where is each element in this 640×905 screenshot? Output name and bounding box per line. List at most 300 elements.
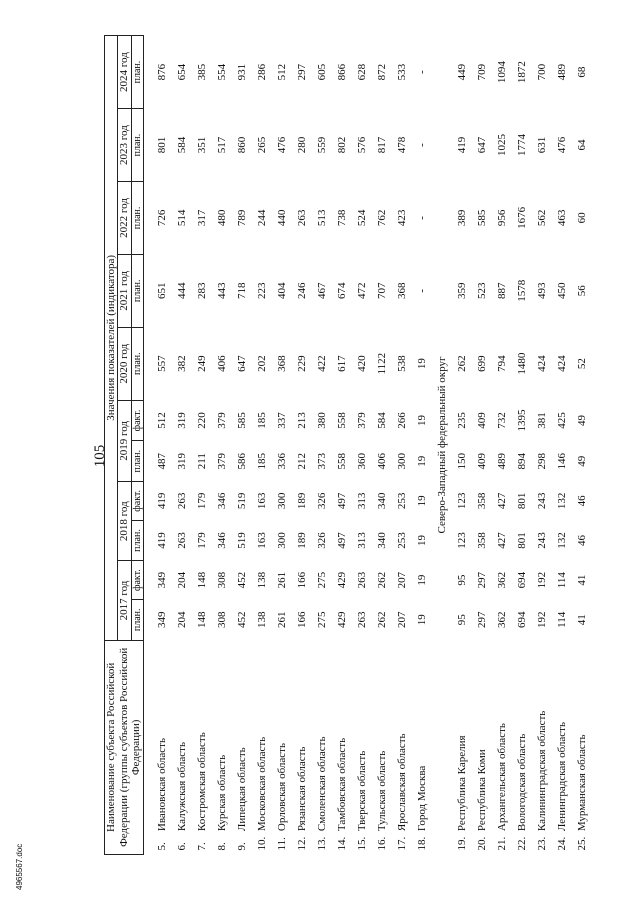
value-cell: 420: [355, 355, 368, 372]
value-cell: 802: [335, 136, 348, 154]
value-cell: 280: [295, 136, 308, 154]
value-cell: 349: [155, 611, 168, 629]
name-column-header: Наименование субъекта Российской Федерации (группы субъектов Российской Федерации): [105, 640, 144, 854]
value-cell: 726: [155, 209, 168, 227]
value-cell: 762: [375, 209, 388, 227]
value-cell: 872: [375, 63, 388, 81]
value-cell: 368: [395, 282, 408, 300]
value-cell: 559: [315, 136, 328, 154]
value-cell: 1872: [515, 61, 528, 84]
value-cell: 586: [235, 452, 248, 470]
table-row: [452, 36, 472, 855]
value-cell: 123: [455, 532, 468, 549]
value-cell: 732: [495, 412, 508, 429]
table-row: [572, 36, 592, 855]
value-cell: 358: [475, 492, 488, 510]
value-cell: 123: [455, 492, 468, 510]
value-cell: 263: [175, 532, 188, 549]
value-cell: 150: [455, 452, 468, 470]
value-cell: 313: [355, 532, 368, 549]
value-cell: 308: [215, 571, 228, 589]
value-cell: 427: [495, 532, 508, 549]
value-cell: 60: [575, 212, 588, 224]
value-cell: 346: [215, 532, 228, 549]
value-cell: 584: [375, 412, 388, 429]
value-cell: 647: [235, 355, 248, 372]
value-cell: 519: [235, 532, 248, 549]
value-cell: -: [415, 70, 428, 74]
value-cell: 452: [235, 571, 248, 589]
value-cell: 538: [395, 355, 408, 372]
value-cell: 192: [535, 571, 548, 589]
value-cell: 694: [515, 611, 528, 629]
value-cell: 337: [275, 412, 288, 429]
value-cell: 380: [315, 412, 328, 429]
value-cell: 700: [535, 63, 548, 81]
value-cell: 887: [495, 282, 508, 300]
value-cell: 95: [455, 614, 468, 626]
value-cell: 512: [155, 412, 168, 429]
value-cell: 379: [215, 412, 228, 429]
table-row: [532, 36, 552, 855]
value-cell: 956: [495, 209, 508, 227]
value-cell: 265: [255, 136, 268, 154]
value-cell: 319: [175, 412, 188, 429]
value-cell: 801: [515, 532, 528, 549]
value-cell: 359: [455, 282, 468, 300]
value-cell: 340: [375, 532, 388, 549]
value-cell: 409: [475, 412, 488, 429]
value-cell: 261: [275, 571, 288, 589]
year-header: 2018 год: [118, 482, 131, 561]
year-header: 2021 год: [118, 254, 131, 327]
value-cell: 19: [415, 534, 428, 546]
row-number: 21.: [495, 836, 508, 851]
value-cell: 19: [415, 574, 428, 586]
value-cell: 1025: [495, 134, 508, 157]
value-cell: 389: [455, 209, 468, 227]
page-number: 105: [92, 444, 108, 468]
value-cell: 261: [275, 611, 288, 629]
year-header: 2023 год: [118, 109, 131, 182]
value-cell: 562: [535, 209, 548, 227]
value-cell: 558: [335, 452, 348, 470]
value-cell: 46: [575, 534, 588, 546]
value-cell: 617: [335, 355, 348, 372]
region-name: Мурманская область: [575, 734, 588, 832]
value-cell: 263: [355, 571, 368, 589]
value-cell: 423: [395, 209, 408, 227]
table-row: [472, 36, 492, 855]
value-cell: 207: [395, 611, 408, 629]
value-cell: 585: [475, 209, 488, 227]
plan-subheader: план.: [131, 181, 143, 254]
value-cell: 263: [295, 209, 308, 227]
value-cell: 297: [475, 571, 488, 589]
value-cell: 263: [175, 492, 188, 510]
value-cell: 349: [155, 571, 168, 589]
value-cell: 425: [555, 412, 568, 429]
table-row: [192, 36, 212, 855]
value-cell: 585: [235, 412, 248, 429]
value-cell: 243: [535, 492, 548, 510]
value-cell: 204: [175, 571, 188, 589]
value-cell: 558: [335, 412, 348, 429]
value-cell: 817: [375, 136, 388, 154]
value-cell: 379: [215, 452, 228, 470]
value-cell: 313: [355, 492, 368, 510]
value-cell: 262: [375, 571, 388, 589]
value-cell: 584: [175, 136, 188, 154]
value-cell: 631: [535, 136, 548, 154]
table-row: [512, 36, 532, 855]
table-row: [272, 36, 292, 855]
value-cell: 326: [315, 532, 328, 549]
value-cell: 138: [255, 611, 268, 629]
value-cell: 709: [475, 63, 488, 81]
value-cell: 179: [195, 532, 208, 549]
value-cell: 707: [375, 282, 388, 300]
value-cell: 472: [355, 282, 368, 300]
table-row: [392, 36, 412, 855]
value-cell: 249: [195, 355, 208, 372]
plan-subheader: план.: [131, 441, 143, 482]
rotated-table-wrapper: [104, 35, 608, 855]
document-footer: 4965567.doc: [15, 843, 24, 890]
value-cell: 266: [395, 412, 408, 429]
value-cell: 148: [195, 571, 208, 589]
value-cell: 419: [155, 532, 168, 549]
value-cell: 19: [415, 495, 428, 507]
value-cell: 362: [495, 611, 508, 629]
year-header: 2022 год: [118, 181, 131, 254]
region-name: Республика Коми: [475, 749, 488, 832]
value-cell: 489: [555, 63, 568, 81]
region-name: Тульская область: [375, 750, 388, 832]
value-cell: 651: [155, 282, 168, 300]
value-cell: 202: [255, 355, 268, 372]
value-cell: 185: [255, 452, 268, 470]
value-cell: 519: [235, 492, 248, 510]
value-cell: 373: [315, 452, 328, 470]
region-name: Ленинградская область: [555, 722, 568, 832]
value-cell: 192: [535, 611, 548, 629]
value-cell: 19: [415, 455, 428, 467]
value-cell: 694: [515, 571, 528, 589]
row-number: 11.: [275, 837, 288, 851]
value-cell: 19: [415, 414, 428, 426]
value-cell: 419: [455, 136, 468, 154]
region-name: Ивановская область: [155, 738, 168, 832]
value-cell: 647: [475, 136, 488, 154]
value-cell: 493: [535, 282, 548, 300]
value-cell: 275: [315, 611, 328, 629]
value-cell: 738: [335, 209, 348, 227]
value-cell: 382: [175, 355, 188, 372]
table-row: [152, 36, 172, 855]
section-title: Северо-Западный федеральный округ: [435, 356, 448, 534]
year-header: 2019 год: [118, 400, 131, 481]
value-cell: 336: [275, 452, 288, 470]
indicator-group-header: Значения показателей (индикатора): [105, 36, 118, 641]
value-cell: 275: [315, 571, 328, 589]
value-cell: 931: [235, 63, 248, 81]
value-cell: 443: [215, 282, 228, 300]
row-number: 8.: [215, 842, 228, 851]
table-row: [212, 36, 232, 855]
row-number: 25.: [575, 836, 588, 851]
value-cell: 146: [555, 452, 568, 470]
value-cell: 189: [295, 492, 308, 510]
value-cell: 46: [575, 495, 588, 507]
row-number: 17.: [395, 836, 408, 851]
region-name: Тамбовская область: [335, 737, 348, 832]
value-cell: 358: [475, 532, 488, 549]
value-cell: 404: [275, 282, 288, 300]
fact-subheader: факт.: [131, 482, 143, 521]
value-cell: 189: [295, 532, 308, 549]
value-cell: 429: [335, 611, 348, 629]
value-cell: 424: [555, 355, 568, 372]
value-cell: 480: [215, 209, 228, 227]
value-cell: 211: [195, 453, 208, 470]
value-cell: 489: [495, 452, 508, 470]
value-cell: 463: [555, 209, 568, 227]
value-cell: 213: [295, 412, 308, 429]
plan-subheader: план.: [131, 36, 143, 109]
value-cell: 514: [175, 209, 188, 227]
value-cell: 1094: [495, 61, 508, 84]
value-cell: 56: [575, 285, 588, 297]
value-cell: 1578: [515, 279, 528, 302]
table-body: [143, 36, 592, 855]
table-row: [352, 36, 372, 855]
fact-subheader: факт.: [131, 400, 143, 441]
value-cell: 297: [475, 611, 488, 629]
spacer-cell: [143, 36, 152, 855]
row-number: 13.: [315, 836, 328, 851]
plan-subheader: план.: [131, 109, 143, 182]
value-cell: 220: [195, 412, 208, 429]
value-cell: 605: [315, 63, 328, 81]
value-cell: 262: [375, 611, 388, 629]
value-cell: 424: [535, 355, 548, 372]
value-cell: 253: [395, 492, 408, 510]
region-name: Город Москва: [415, 765, 428, 832]
value-cell: 64: [575, 139, 588, 151]
value-cell: 49: [575, 414, 588, 426]
value-cell: 132: [555, 492, 568, 510]
region-name: Тверская область: [355, 750, 368, 832]
value-cell: 41: [575, 574, 588, 586]
plan-subheader: план.: [131, 254, 143, 327]
value-cell: 244: [255, 209, 268, 227]
region-name: Орловская область: [275, 743, 288, 832]
value-cell: 513: [315, 209, 328, 227]
row-number: 5.: [155, 842, 168, 851]
value-cell: 497: [335, 492, 348, 510]
value-cell: 246: [295, 282, 308, 300]
value-cell: 450: [555, 282, 568, 300]
value-cell: 300: [275, 492, 288, 510]
value-cell: 487: [155, 452, 168, 470]
value-cell: 41: [575, 614, 588, 626]
value-cell: 381: [535, 412, 548, 429]
value-cell: 419: [155, 492, 168, 510]
plan-subheader: план.: [131, 520, 143, 561]
table-header: [105, 36, 144, 855]
row-number: 20.: [475, 836, 488, 851]
row-number: 7.: [195, 842, 208, 851]
region-name: Ярославская область: [395, 733, 408, 832]
value-cell: 95: [455, 574, 468, 586]
value-cell: 207: [395, 571, 408, 589]
row-number: 15.: [355, 836, 368, 851]
year-header: 2017 год: [118, 561, 131, 640]
value-cell: 699: [475, 355, 488, 372]
value-cell: 262: [455, 355, 468, 372]
table-row: [492, 36, 512, 855]
indicator-table: [104, 35, 592, 855]
value-cell: 235: [455, 412, 468, 429]
value-cell: 319: [175, 452, 188, 470]
value-cell: 674: [335, 282, 348, 300]
value-cell: 148: [195, 611, 208, 629]
value-cell: 317: [195, 209, 208, 227]
value-cell: 360: [355, 452, 368, 470]
value-cell: 440: [275, 209, 288, 227]
value-cell: 467: [315, 282, 328, 300]
region-name: Смоленская область: [315, 736, 328, 832]
value-cell: 204: [175, 611, 188, 629]
row-number: 9.: [235, 842, 248, 851]
value-cell: 476: [275, 136, 288, 154]
value-cell: 300: [275, 532, 288, 549]
table-row: [552, 36, 572, 855]
value-cell: 243: [535, 532, 548, 549]
region-name: Архангельская область: [495, 723, 508, 832]
value-cell: 517: [215, 136, 228, 154]
table-row: [332, 36, 352, 855]
value-cell: 166: [295, 611, 308, 629]
value-cell: 789: [235, 209, 248, 227]
table-row: [372, 36, 392, 855]
value-cell: 185: [255, 412, 268, 429]
value-cell: 406: [375, 452, 388, 470]
value-cell: 351: [195, 136, 208, 154]
value-cell: 179: [195, 492, 208, 510]
value-cell: 866: [335, 63, 348, 81]
table-row: [252, 36, 272, 855]
spacer-row: [143, 36, 152, 855]
value-cell: 1122: [375, 352, 388, 375]
value-cell: 114: [555, 572, 568, 589]
value-cell: 229: [295, 355, 308, 372]
value-cell: 628: [355, 63, 368, 81]
value-cell: 512: [275, 63, 288, 81]
value-cell: 1676: [515, 206, 528, 229]
row-number: 16.: [375, 836, 388, 851]
value-cell: 801: [155, 136, 168, 154]
value-cell: 49: [575, 455, 588, 467]
value-cell: 212: [295, 452, 308, 470]
region-name: Костромская область: [195, 732, 208, 832]
value-cell: 444: [175, 282, 188, 300]
year-header: 2020 год: [118, 327, 131, 400]
fact-subheader: факт.: [131, 561, 143, 600]
value-cell: 860: [235, 136, 248, 154]
value-cell: 794: [495, 355, 508, 372]
value-cell: 429: [335, 571, 348, 589]
table-row: [292, 36, 312, 855]
value-cell: 297: [295, 63, 308, 81]
row-number: 14.: [335, 836, 348, 851]
value-cell: 132: [555, 532, 568, 549]
value-cell: 449: [455, 63, 468, 81]
value-cell: -: [415, 143, 428, 147]
value-cell: 427: [495, 492, 508, 510]
row-number: 19.: [455, 836, 468, 851]
value-cell: 478: [395, 136, 408, 154]
table-row: [232, 36, 252, 855]
row-number: 10.: [255, 836, 268, 851]
region-name: Вологодская область: [515, 733, 528, 832]
region-name: Калининградская область: [535, 710, 548, 832]
value-cell: 1480: [515, 352, 528, 375]
value-cell: 253: [395, 532, 408, 549]
value-cell: 298: [535, 452, 548, 470]
value-cell: 524: [355, 209, 368, 227]
value-cell: 346: [215, 492, 228, 510]
value-cell: 68: [575, 66, 588, 78]
row-number: 12.: [295, 836, 308, 851]
value-cell: 718: [235, 282, 248, 300]
table-row: [312, 36, 332, 855]
region-name: Липецкая область: [235, 747, 248, 832]
value-cell: 308: [215, 611, 228, 629]
value-cell: -: [415, 216, 428, 220]
value-cell: 283: [195, 282, 208, 300]
row-number: 18.: [415, 836, 428, 851]
region-name: Калужская область: [175, 742, 188, 832]
value-cell: 554: [215, 63, 228, 81]
row-number: 23.: [535, 836, 548, 851]
value-cell: 362: [495, 571, 508, 589]
value-cell: 476: [555, 136, 568, 154]
value-cell: 654: [175, 63, 188, 81]
value-cell: 166: [295, 571, 308, 589]
value-cell: 523: [475, 282, 488, 300]
value-cell: 19: [415, 614, 428, 626]
plan-subheader: план.: [131, 327, 143, 400]
row-number: 6.: [175, 842, 188, 851]
region-name: Рязанская область: [295, 746, 308, 832]
value-cell: 368: [275, 355, 288, 372]
value-cell: 300: [395, 452, 408, 470]
year-header: 2024 год: [118, 36, 131, 109]
region-name: Республика Карелия: [455, 735, 468, 832]
value-cell: -: [415, 288, 428, 293]
value-cell: 557: [155, 355, 168, 372]
value-cell: 1395: [515, 409, 528, 432]
value-cell: 379: [355, 412, 368, 429]
value-cell: 385: [195, 63, 208, 81]
plan-subheader: план.: [131, 599, 143, 640]
value-cell: 876: [155, 63, 168, 81]
value-cell: 263: [355, 611, 368, 629]
region-name: Курская область: [215, 754, 228, 832]
value-cell: 52: [575, 358, 588, 370]
